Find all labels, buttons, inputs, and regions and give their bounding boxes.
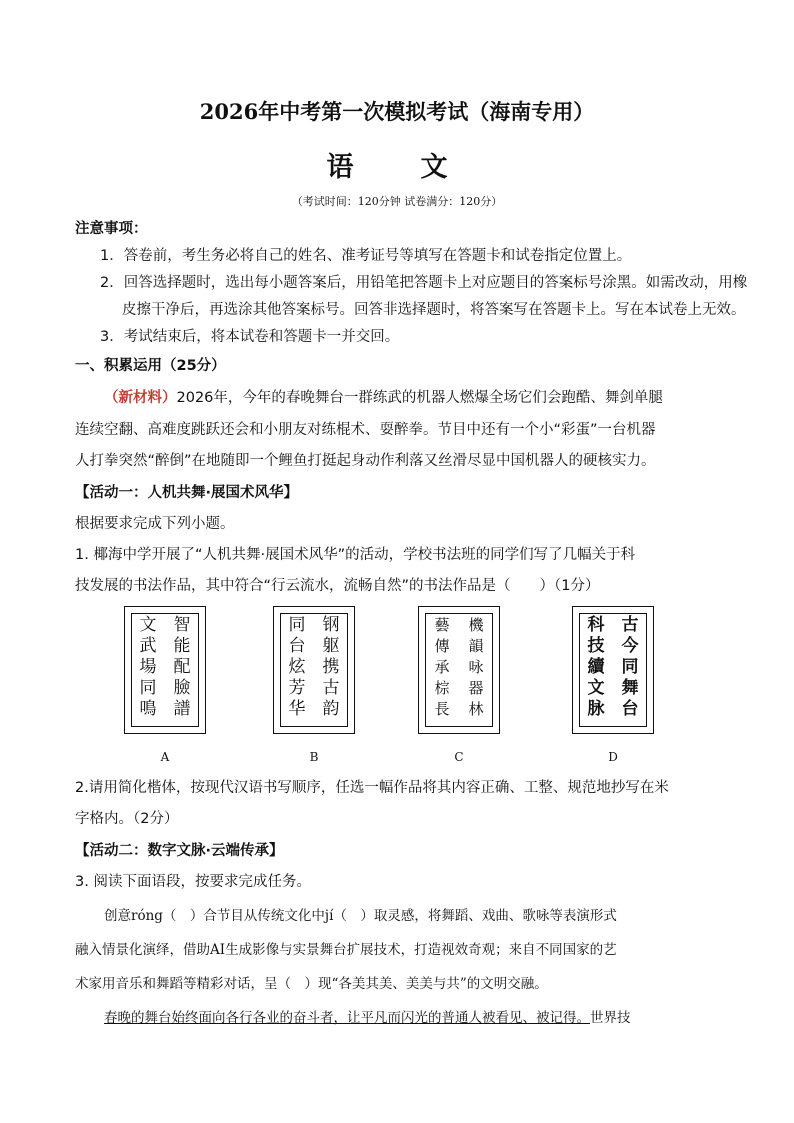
notice-heading: 注意事项： (75, 221, 148, 237)
subject-title: 语 文 (326, 152, 468, 183)
calligraphy-col-left: 文武場同鳴 (139, 615, 157, 719)
activity-1-heading: 【活动一：人机共舞·展国术风华】 (75, 485, 299, 501)
calligraphy-col-left: 同台炫芳华 (288, 615, 306, 719)
activity-1-instruction: 根据要求完成下列小题。 (75, 516, 235, 532)
calligraphy-col-right: 钢躯携古韵 (322, 615, 340, 719)
option-label-d: D (608, 750, 618, 764)
exam-time-info: （考试时间：120分钟 试卷满分：120分） (291, 195, 503, 208)
passage-line-1: 创意róng（ ）合节目从传统文化中jí（ ）取灵感，将舞蹈、戏曲、歌咏等表演形式 (104, 908, 617, 924)
passage-line-3: 术家用音乐和舞蹈等精彩对话，呈（ ）现“各美其美、美美与共”的文明交融。 (75, 976, 548, 992)
option-label-c: C (454, 750, 464, 764)
question-1-line-2: 技发展的书法作品，其中符合“行云流水，流畅自然”的书法作品是（ ）（1分） (75, 578, 600, 594)
underlined-sentence: 春晚的舞台始终面向各行各业的奋斗者，让平凡而闪光的普通人被看见、被记得。 (104, 1010, 590, 1026)
question-3: 3. 阅读下面语段，按要求完成任务。 (75, 874, 311, 890)
calligraphy-col-right: 古今同舞台 (621, 615, 639, 719)
passage-line-4 (104, 1008, 754, 1028)
activity-2-heading: 【活动二：数字文脉·云端传承】 (75, 843, 284, 859)
calligraphy-col-right: 智能配臉譜 (173, 615, 191, 719)
section-1-para-line-1-text: 2026年，今年的春晚舞台一群练武的机器人燃爆全场它们会跑酷、舞剑单腿 (176, 390, 663, 406)
question-2-line-2: 字格内。（2分） (75, 811, 179, 827)
section-1-heading: 一、积累运用（25分） (75, 358, 226, 374)
exam-title: 2026年中考第一次模拟考试（海南专用） (199, 99, 595, 124)
section-1-para-line-3: 人打拳突然“醉倒”在地随即一个鲤鱼打挺起身动作利落又丝滑尽显中国机器人的硬核实力。 (75, 453, 656, 469)
option-label-b: B (309, 750, 319, 764)
passage-line-4-tail: 世界技 (590, 1010, 631, 1026)
calligraphy-option-d (572, 606, 654, 734)
calligraphy-option-b (273, 606, 355, 734)
section-1-para-line-2: 连续空翻、高难度跳跃还会和小朋友对练棍术、耍醉拳。节目中还有一个小“彩蛋”一台机器 (75, 422, 656, 438)
passage-line-2: 融入情景化演绎，借助AI生成影像与实景舞台扩展技术，打造视效奇观；来自不同国家的艺 (75, 942, 617, 958)
section-1-para-line-1 (104, 388, 754, 408)
notice-item-2-line-1: 2．回答选择题时，选出每小题答案后，用铅笔把答题卡上对应题目的答案标号涂黑。如需改动，用橡 (100, 275, 748, 291)
calligraphy-col-left: 科技續文脉 (587, 615, 605, 719)
calligraphy-col-right: 機韻咏器林 (468, 616, 484, 718)
new-material-tag: （新材料） (104, 390, 177, 406)
option-label-a: A (160, 750, 170, 764)
notice-item-2-line-2: 皮擦干净后，再选涂其他答案标号。回答非选择题时，将答案写在答题卡上。写在本试卷上无效。 (122, 302, 746, 318)
question-1-line-1: 1. 椰海中学开展了“人机共舞·展国术风华”的活动，学校书法班的同学们写了几幅关于科 (75, 547, 636, 563)
calligraphy-option-c (418, 606, 500, 734)
question-2-line-1: 2.请用简化楷体，按现代汉语书写顺序，任选一幅作品将其内容正确、工整、规范地抄写在米 (75, 780, 669, 796)
notice-item-3: 3．考试结束后，将本试卷和答题卡一并交回。 (100, 329, 400, 345)
calligraphy-col-left: 藝傳承棕長 (434, 616, 450, 718)
notice-item-1: 1．答卷前，考生务必将自己的姓名、准考证号等填写在答题卡和试卷指定位置上。 (100, 248, 632, 264)
calligraphy-option-a (124, 606, 206, 734)
